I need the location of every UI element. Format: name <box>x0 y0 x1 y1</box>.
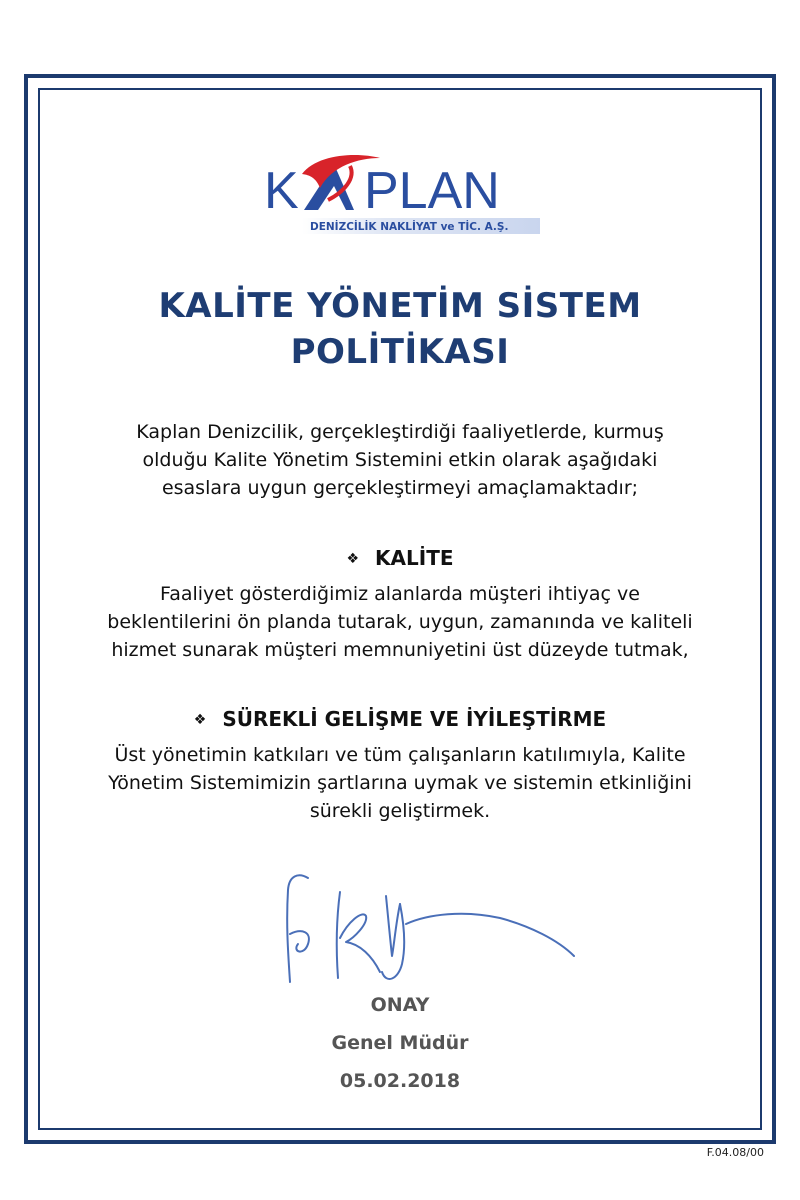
approval-date: 05.02.2018 <box>339 1070 461 1092</box>
logo-subtitle: DENİZCİLİK NAKLİYAT ve TİC. A.Ş. <box>310 221 509 233</box>
section-line: Üst yönetimin katkıları ve tüm çalışanların katılımıyla, Kalite <box>114 744 686 766</box>
section-title: SÜREKLİ GELİŞME VE İYİLEŞTİRME <box>222 707 607 731</box>
svg-text:K: K <box>264 162 299 220</box>
section-body-gelisme <box>70 741 730 825</box>
intro-line: esaslara uygun gerçekleştirmeyi amaçlamaktadır; <box>161 477 639 499</box>
section-line: beklentilerini ön planda tutarak, uygun, zamanında ve kaliteli <box>107 611 693 633</box>
approval-role: Genel Müdür <box>331 1032 469 1054</box>
title-line-1: KALİTE YÖNETİM SİSTEM <box>158 286 642 326</box>
intro-paragraph <box>70 418 730 502</box>
section-heading-kalite <box>60 544 740 575</box>
diamond-bullet-icon: ❖ <box>346 551 360 567</box>
company-logo <box>262 148 542 240</box>
section-title: KALİTE <box>375 546 454 570</box>
intro-line: Kaplan Denizcilik, gerçekleştirdiği faaliyetlerde, kurmuş <box>136 421 664 443</box>
page-title <box>60 283 740 375</box>
title-line-2: POLİTİKASI <box>290 332 510 372</box>
section-heading-gelisme <box>60 705 740 736</box>
handwritten-signature <box>268 852 588 992</box>
intro-line: olduğu Kalite Yönetim Sistemini etkin olarak aşağıdaki <box>142 449 658 471</box>
section-line: Yönetim Sistemimizin şartlarına uymak ve sistemin etkinliğini <box>108 772 692 794</box>
section-body-kalite <box>70 580 730 664</box>
section-line: sürekli geliştirmek. <box>309 800 491 822</box>
form-code: F.04.08/00 <box>706 1146 764 1159</box>
svg-text:PLAN: PLAN <box>364 162 500 220</box>
approval-label: ONAY <box>370 994 430 1016</box>
diamond-bullet-icon: ❖ <box>193 712 207 728</box>
section-line: Faaliyet gösterdiğimiz alanlarda müşteri ihtiyaç ve <box>160 583 640 605</box>
section-line: hizmet sunarak müşteri memnuniyetini üst düzeyde tutmak, <box>111 639 689 661</box>
